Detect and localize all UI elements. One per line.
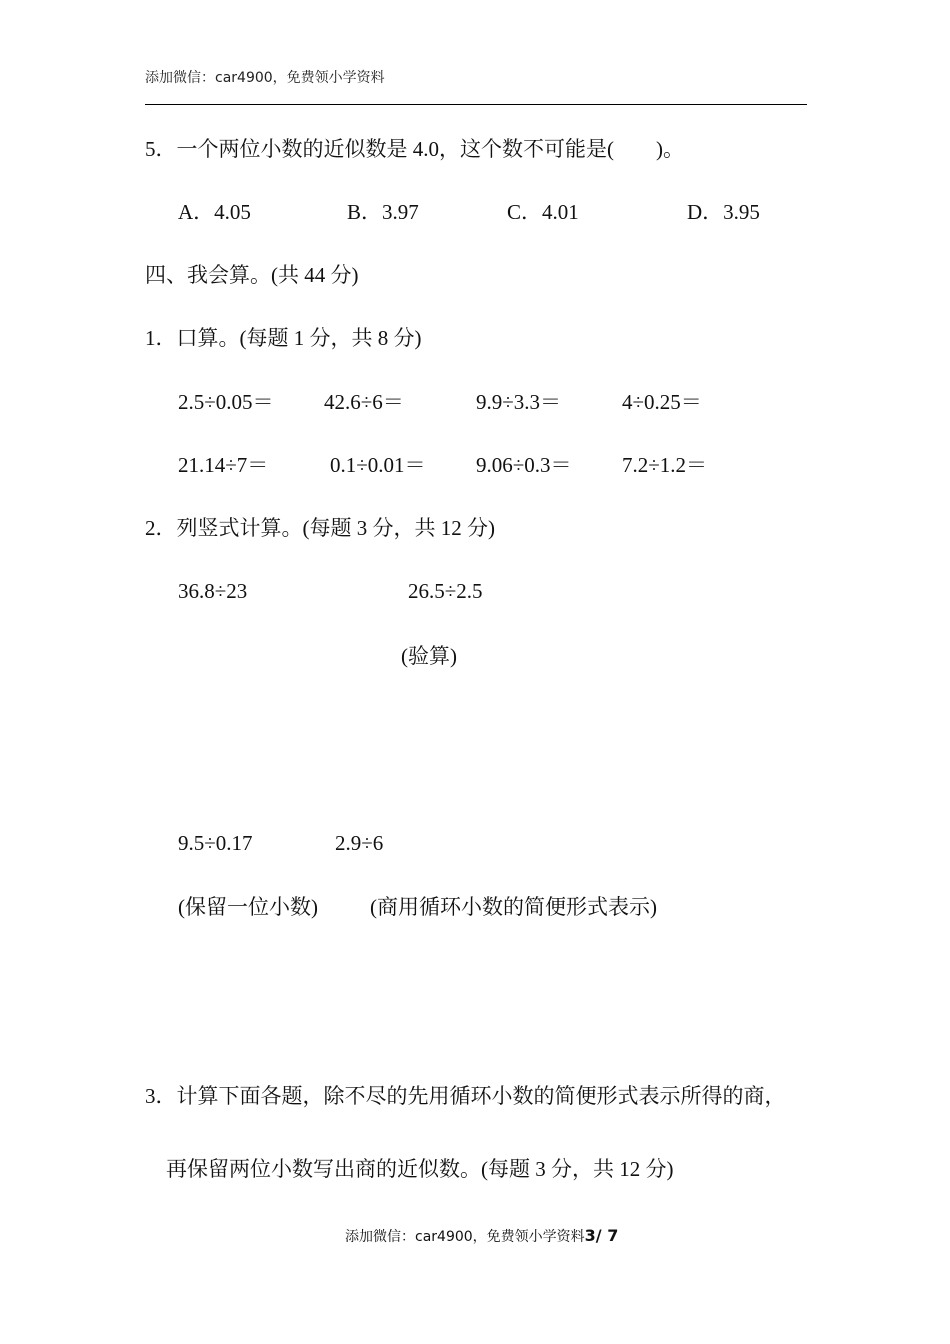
vertical-problem-4: 2.9÷6 [335, 831, 384, 855]
oral-problem-1: 2.5÷0.05＝ [178, 390, 274, 414]
oral-problem-6: 0.1÷0.01＝ [330, 453, 426, 477]
oral-problem-8: 7.2÷1.2＝ [622, 453, 708, 477]
check-note: (验算) [401, 644, 457, 668]
q5-option-c: C．4.01 [507, 200, 579, 224]
oral-problem-7: 9.06÷0.3＝ [476, 453, 572, 477]
vertical-problem-1: 36.8÷23 [178, 579, 248, 603]
q5-option-d: D．3.95 [687, 200, 760, 224]
q5-option-b: B．3.97 [347, 200, 419, 224]
section-4-title: 四、我会算。(共 44 分) [145, 263, 359, 287]
question-3-line-2: 再保留两位小数写出商的近似数。(每题 3 分，共 12 分) [166, 1157, 674, 1181]
page-number: 3/ 7 [584, 1226, 619, 1245]
oral-problem-2: 42.6÷6＝ [324, 390, 404, 414]
problem-4-note: (商用循环小数的简便形式表示) [370, 895, 657, 919]
q5-option-a: A．4.05 [178, 200, 251, 224]
vertical-calc-title: 2．列竖式计算。(每题 3 分，共 12 分) [145, 516, 495, 540]
problem-3-note: (保留一位小数) [178, 895, 318, 919]
page-header: 添加微信：car4900，免费领小学资料 [145, 70, 385, 86]
vertical-problem-3: 9.5÷0.17 [178, 831, 253, 855]
question-3-line-1: 3．计算下面各题，除不尽的先用循环小数的简便形式表示所得的商， [145, 1084, 786, 1108]
header-divider [145, 104, 807, 105]
question-5-stem: 5．一个两位小数的近似数是 4.0，这个数不可能是( )。 [145, 137, 684, 161]
page-footer [345, 1226, 618, 1246]
footer-text: 添加微信：car4900，免费领小学资料 [345, 1229, 585, 1245]
oral-problem-5: 21.14÷7＝ [178, 453, 269, 477]
oral-problem-4: 4÷0.25＝ [622, 390, 702, 414]
oral-calc-title: 1．口算。(每题 1 分，共 8 分) [145, 326, 422, 350]
vertical-problem-2: 26.5÷2.5 [408, 579, 483, 603]
oral-problem-3: 9.9÷3.3＝ [476, 390, 562, 414]
